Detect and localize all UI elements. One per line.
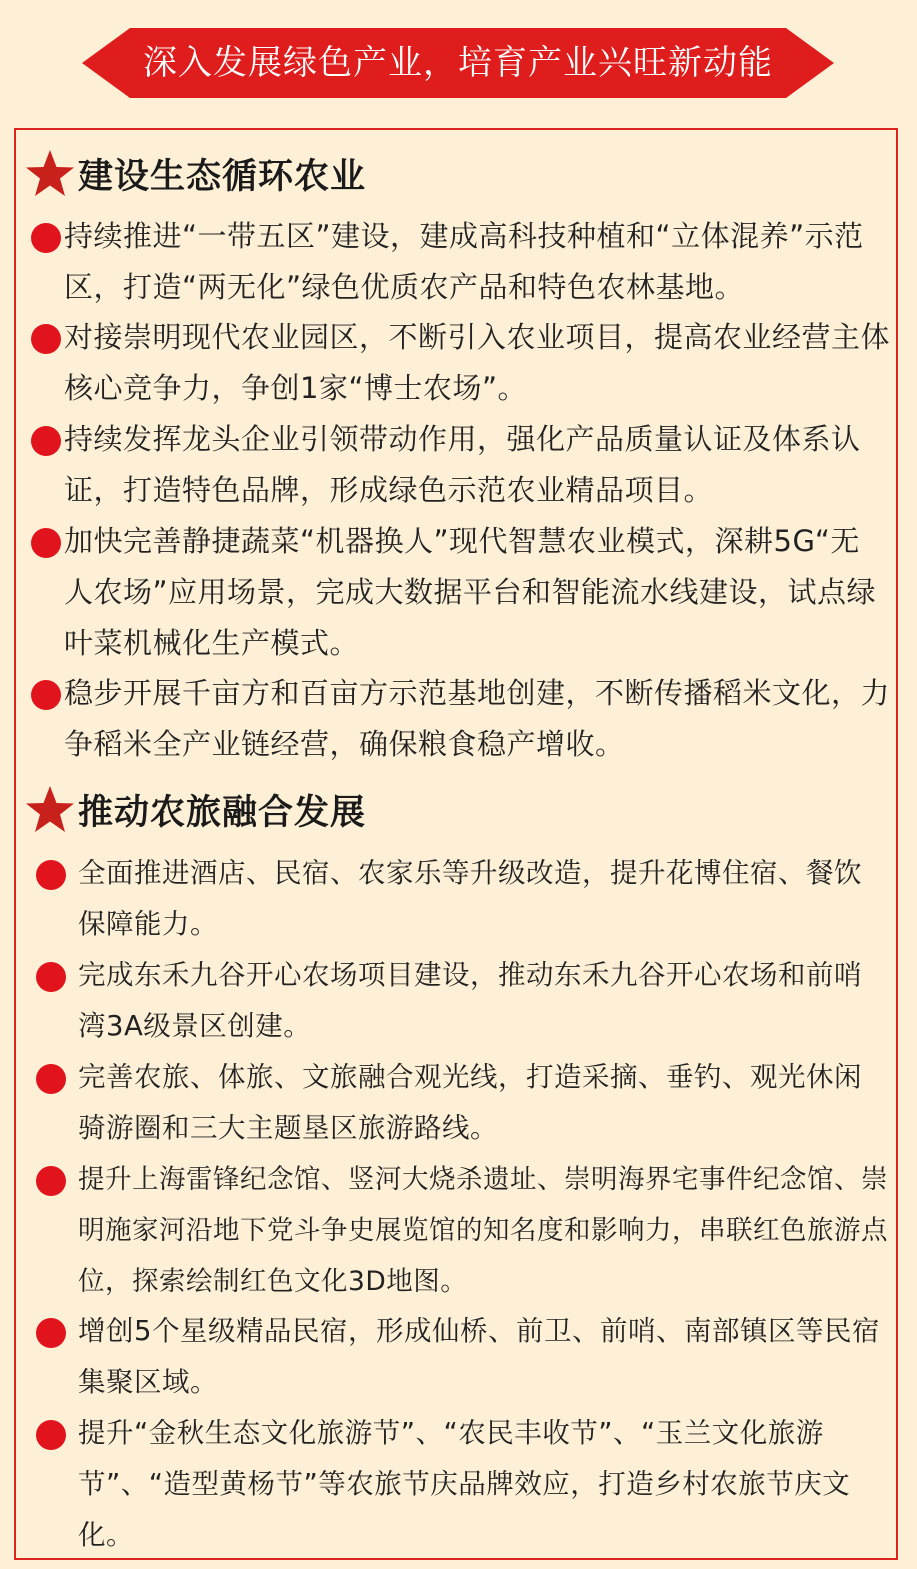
bullet-icon	[31, 223, 61, 253]
item-text: 加快完善静捷蔬菜“机器换人”现代智慧农业模式，深耕5G“无人农场”应用场景，完成大数据平台和智能流水线建设，试点绿叶菜机械化生产模式。	[64, 524, 877, 660]
item-text: 提升上海雷锋纪念馆、竖河大烧杀遗址、崇明海界宅事件纪念馆、崇明施家河沿地下党斗争史展览馆的知名度和影响力，串联红色旅游点位，探索绘制红色文化3D地图。	[78, 1164, 888, 1297]
banner-title: 深入发展绿色产业，培育产业兴旺新动能	[143, 43, 773, 83]
section-heading	[22, 780, 366, 840]
section-title: 推动农旅融合发展	[78, 793, 367, 833]
section-heading	[22, 144, 366, 204]
item-text: 持续发挥龙头企业引领带动作用，强化产品质量认证及体系认证，打造特色品牌，形成绿色示范农业精品项目。	[64, 422, 861, 507]
bullet-icon	[36, 962, 66, 992]
bullet-icon	[31, 426, 61, 456]
item-text: 完善农旅、体旅、文旅融合观光线，打造采摘、垂钓、观光休闲骑游圈和三大主题垦区旅游路线。	[78, 1061, 862, 1144]
section-title: 建设生态循环农业	[78, 157, 367, 197]
bullet-icon	[36, 1318, 66, 1348]
item-text: 完成东禾九谷开心农场项目建设，推动东禾九谷开心农场和前哨湾3A级景区创建。	[78, 959, 862, 1042]
bullet-icon	[36, 1420, 66, 1450]
bullet-icon	[31, 528, 61, 558]
item-text: 全面推进酒店、民宿、农家乐等升级改造，提升花博住宿、餐饮保障能力。	[78, 857, 862, 940]
item-text: 增创5个星级精品民宿，形成仙桥、前卫、前哨、南部镇区等民宿集聚区域。	[78, 1315, 880, 1398]
bullet-icon	[36, 1064, 66, 1094]
bullet-icon	[36, 1166, 66, 1196]
title-banner	[82, 28, 834, 98]
star-icon	[22, 782, 78, 838]
bullet-icon	[31, 680, 61, 710]
item-text: 对接崇明现代农业园区，不断引入农业项目，提高农业经营主体核心竞争力，争创1家“博士农场”。	[64, 320, 891, 405]
item-text: 提升“金秋生态文化旅游节”、“农民丰收节”、“玉兰文化旅游节”、“造型黄杨节”等农旅节庆品牌效应，打造乡村农旅节庆文化。	[78, 1417, 851, 1551]
star-icon	[22, 146, 78, 202]
bullet-icon	[31, 324, 61, 354]
item-text: 稳步开展千亩方和百亩方示范基地创建，不断传播稻米文化，力争稻米全产业链经营，确保粮食稳产增收。	[64, 676, 891, 761]
bullet-icon	[36, 860, 66, 890]
item-text: 持续推进“一带五区”建设，建成高科技种植和“立体混养”示范区，打造“两无化”绿色优质农产品和特色农林基地。	[64, 219, 864, 304]
